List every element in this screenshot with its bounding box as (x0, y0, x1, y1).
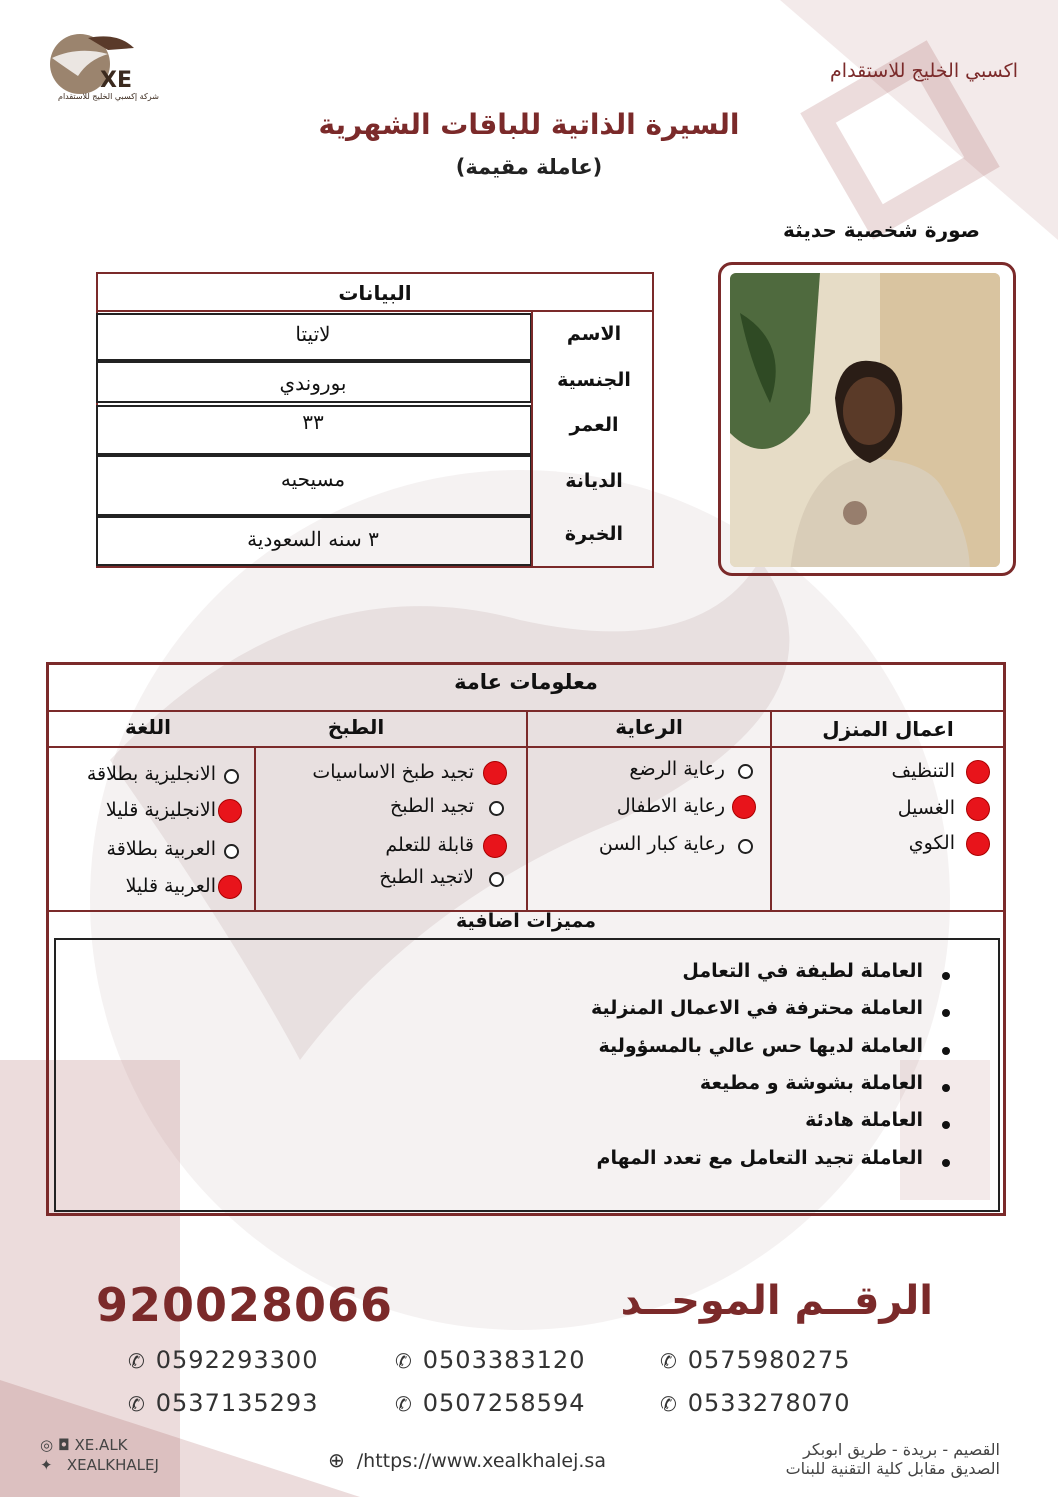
unchecked-indicator-icon (489, 801, 504, 816)
company-name: اكسبي الخليج للاستقدام (830, 60, 1018, 82)
value-age: ٣٣ (302, 410, 324, 434)
table-divider (531, 312, 533, 566)
phone-number[interactable]: ✆ 0533278070 (660, 1389, 851, 1417)
checked-indicator-icon (966, 797, 990, 821)
bullet-icon (942, 1009, 950, 1017)
checked-indicator-icon (483, 834, 507, 858)
unified-number-label: الرقــم الموحــد (620, 1278, 933, 1324)
phone-icon: ✆ (128, 1349, 146, 1373)
unchecked-indicator-icon (738, 839, 753, 854)
unchecked-indicator-icon (224, 769, 239, 784)
phone-number[interactable]: ✆ 0537135293 (128, 1389, 319, 1417)
page-subtitle: (عاملة مقيمة) (455, 155, 603, 179)
unified-number: 920028066 (96, 1278, 394, 1332)
checked-indicator-icon (218, 875, 242, 899)
phone-number[interactable]: ✆ 0592293300 (128, 1346, 319, 1374)
phone-icon: ✆ (660, 1392, 678, 1416)
divider (526, 710, 528, 910)
label-religion: الديانة (565, 470, 623, 492)
option-label: قابلة للتعلم (385, 834, 474, 856)
value-nationality: بوروندي (279, 371, 347, 395)
extra-feature-item: العاملة هادئة (805, 1109, 923, 1131)
unchecked-indicator-icon (738, 764, 753, 779)
value-experience: ٣ سنه السعودية (247, 527, 379, 551)
extra-feature-item: العاملة محترفة في الاعمال المنزلية (590, 997, 923, 1019)
phone-number[interactable]: ✆ 0503383120 (395, 1346, 586, 1374)
extra-feature-item: العاملة لطيفة في التعامل (682, 960, 923, 982)
logo-subtext: شركة إكسبي الخليج للاستقدام (58, 92, 159, 101)
checked-indicator-icon (966, 832, 990, 856)
bullet-icon (942, 972, 950, 980)
checked-indicator-icon (218, 799, 242, 823)
phone-icon: ✆ (395, 1349, 413, 1373)
extra-feature-item: العاملة بشوشة و مطيعة (699, 1072, 923, 1094)
data-table-heading: البيانات (96, 272, 654, 312)
bullet-icon (942, 1159, 950, 1167)
option-label: الانجليزية بطلاقة (86, 763, 216, 785)
company-logo (38, 28, 168, 108)
option-label: العربية قليلا (125, 875, 216, 897)
social-links (40, 1436, 159, 1474)
label-experience: الخبرة (564, 523, 624, 545)
worker-photo (730, 273, 1000, 567)
extras-heading: مميزات اضافية (455, 910, 597, 932)
extra-feature-item: العاملة لديها حس عالي بالمسؤولية (598, 1035, 923, 1057)
checked-indicator-icon (483, 761, 507, 785)
extra-feature-item: العاملة تجيد التعامل مع تعدد المهام (596, 1147, 923, 1169)
social-handle[interactable]: XEALKHALEJ (66, 1456, 159, 1474)
unchecked-indicator-icon (224, 844, 239, 859)
value-name: لاتيتا (295, 322, 331, 346)
social-handle[interactable]: XE.ALK (74, 1436, 128, 1454)
unchecked-indicator-icon (489, 872, 504, 887)
globe-icon: ⊕ (328, 1448, 345, 1472)
twitter-icon[interactable]: ✦ (40, 1456, 53, 1474)
label-nationality: الجنسية (557, 369, 631, 391)
divider (254, 746, 256, 910)
snapchat-icon[interactable]: ◘ (57, 1436, 70, 1454)
label-name: الاسم (566, 323, 622, 345)
address-line: الصديق مقابل كلية التقنية للبنات (785, 1459, 1000, 1478)
bullet-icon (942, 1121, 950, 1129)
checked-indicator-icon (732, 795, 756, 819)
page-title: السيرة الذاتية للباقات الشهرية (318, 108, 740, 141)
option-label: العربية بطلاقة (106, 838, 216, 860)
logo-text: XE (100, 68, 132, 93)
label-age: العمر (569, 414, 619, 436)
instagram-icon[interactable]: ◎ (40, 1436, 54, 1454)
phone-number[interactable]: ✆ 0575980275 (660, 1346, 851, 1374)
phone-number[interactable]: ✆ 0507258594 (395, 1389, 586, 1417)
option-label: تجيد الطبخ (390, 795, 474, 817)
bullet-icon (942, 1084, 950, 1092)
value-religion: مسيحيه (280, 467, 346, 491)
option-label: رعاية الرضع (629, 758, 725, 780)
address (786, 1440, 1000, 1478)
phone-icon: ✆ (660, 1349, 678, 1373)
column-head-housework: اعمال المنزل (822, 717, 954, 741)
photo-caption: صورة شخصية حديثة (783, 218, 980, 242)
column-head-care: الرعاية (615, 715, 683, 739)
address-line: القصيم - بريدة - طريق ابوبكر (803, 1440, 1000, 1459)
phone-icon: ✆ (128, 1392, 146, 1416)
option-label: الانجليزية قليلا (105, 799, 216, 821)
option-label: الكوي (908, 832, 955, 854)
option-label: لاتجيد الطبخ (379, 866, 474, 888)
phone-icon: ✆ (395, 1392, 413, 1416)
bullet-icon (942, 1047, 950, 1055)
option-label: الغسيل (897, 797, 955, 819)
column-head-language: اللغة (125, 715, 171, 739)
checked-indicator-icon (966, 760, 990, 784)
option-label: تجيد طبخ الاساسيات (312, 761, 474, 783)
option-label: التنظيف (891, 760, 955, 782)
website-link[interactable]: ⊕ /https://www.xealkhalej.sa (328, 1448, 606, 1472)
option-label: رعاية الاطفال (616, 795, 725, 817)
general-info-heading: معلومات عامة (454, 670, 598, 694)
column-head-cooking: الطبخ (327, 715, 385, 739)
option-label: رعاية كبار السن (598, 833, 725, 855)
